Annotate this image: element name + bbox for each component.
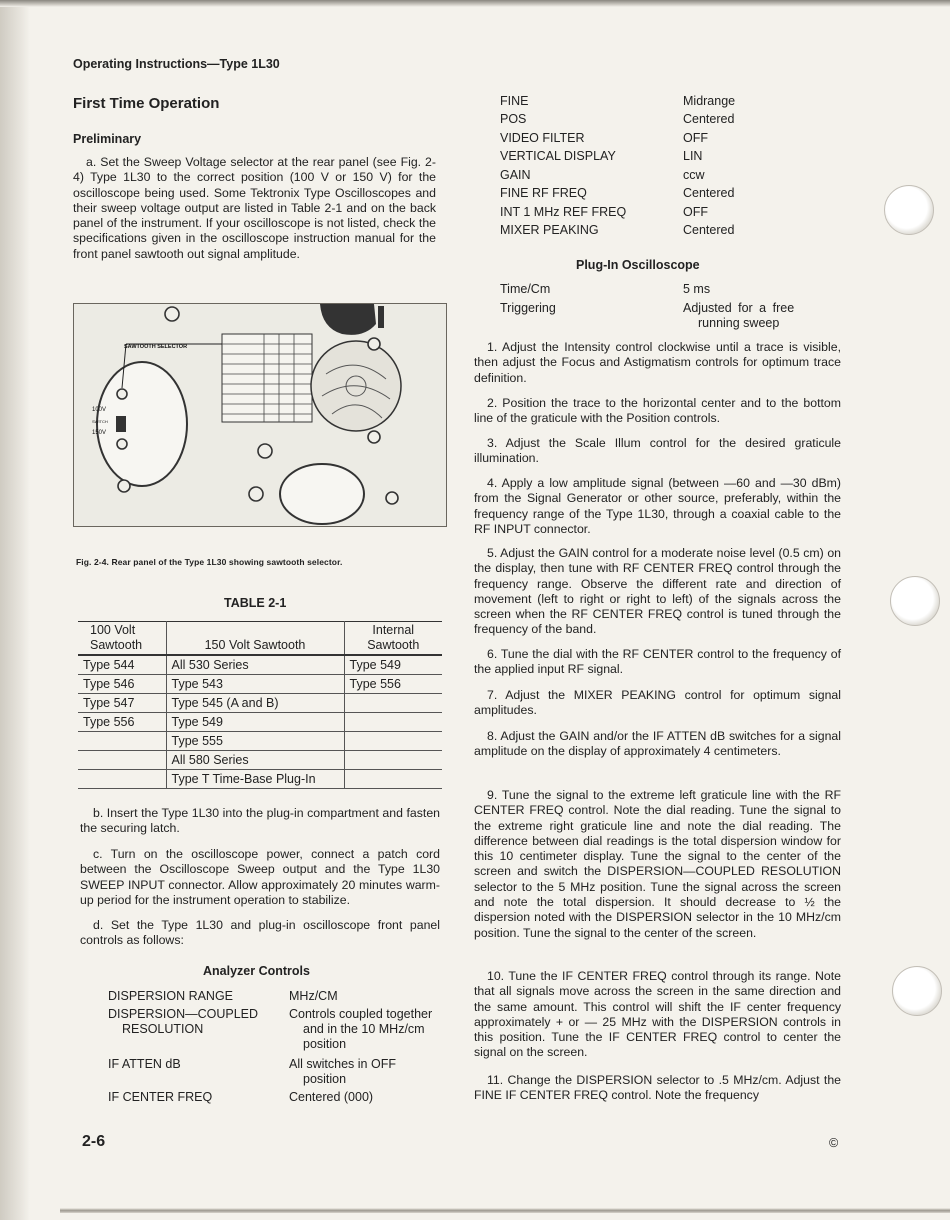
table-cell: Type 556 bbox=[78, 713, 166, 732]
table-row bbox=[78, 655, 442, 675]
step-11: 11. Change the DISPERSION selector to .5 MHz/cm. Adjust the FINE IF CENTER FREQ control. Note the frequency bbox=[474, 1073, 841, 1103]
step-10: 10. Tune the IF CENTER FREQ control through its range. Note that all signals move across the screen in the same direction and the same amount. This control will shift the IF center frequency approximately + or — 25 MHz with the DISPERSION controls in this position. Tune the IF CENTER FREQ control to center the signal on the screen. bbox=[474, 969, 841, 1060]
table-row bbox=[78, 751, 442, 770]
control-label: VERTICAL DISPLAY bbox=[500, 149, 616, 163]
table-cell bbox=[344, 694, 442, 713]
step-9: 9. Tune the signal to the extreme left graticule line with the RF CENTER FREQ control. Note the dial reading. Tune the signal to the extreme right graticule line and note the dial reading. The difference between dial readings is the total dispersion window for this 10 centimeter display. Tune the signal to the center of the screen and switch the DISPERSION—COUPLED RESOLUTION selector to the 5 MHz position. Tune the signal across the screen and note the total dispersion. It should decrease to ½ the dispersion noted with the DISPERSION selector in the 10 MHz/cm position. Tune the signal to the center of the screen. bbox=[474, 788, 841, 940]
figure-label-150v: 150V bbox=[92, 430, 107, 436]
control-label: IF ATTEN dB bbox=[108, 1057, 181, 1071]
control-label: INT 1 MHz REF FREQ bbox=[500, 205, 627, 219]
table-cell: Type 545 (A and B) bbox=[166, 694, 344, 713]
table-row bbox=[78, 713, 442, 732]
control-value: Centered (000) bbox=[289, 1090, 374, 1104]
figure-caption: Fig. 2-4. Rear panel of the Type 1L30 showing sawtooth selector. bbox=[76, 557, 343, 567]
step-6: 6. Tune the dial with the RF CENTER control to the frequency of the applied input RF signal. bbox=[474, 647, 841, 677]
control-label: MIXER PEAKING bbox=[500, 223, 599, 237]
step-4: 4. Apply a low amplitude signal (between —60 and —30 dBm) from the Signal Generator or other source, preferably, within the frequency range of the Type 1L30, through a coaxial cable to the RF INPUT connector. bbox=[474, 476, 841, 536]
table-cell bbox=[344, 713, 442, 732]
control-value: Midrange bbox=[683, 94, 736, 108]
step-2: 2. Position the trace to the horizontal center and to the bottom line of the graticule with the Position controls. bbox=[474, 396, 841, 426]
scan-edge-left bbox=[0, 0, 30, 1220]
step-5: 5. Adjust the GAIN control for a moderate noise level (0.5 cm) on the display, then tune with RF CENTER FREQ control through the frequency range. Observe the different rate and direction of movement (left to right or right to left) of the signals across the screen when the RF CENTER FREQ control is tuned through the frequency of the band. bbox=[474, 546, 841, 637]
table-cell: Type 556 bbox=[344, 675, 442, 694]
table-cell bbox=[78, 751, 166, 770]
control-value: OFF bbox=[683, 131, 708, 145]
copyright-mark: © bbox=[829, 1136, 839, 1150]
table-row bbox=[78, 675, 442, 694]
rear-panel-figure bbox=[73, 303, 447, 527]
control-label: DISPERSION RANGE bbox=[108, 989, 234, 1003]
control-value: ccw bbox=[683, 168, 705, 182]
table-row bbox=[78, 732, 442, 751]
scan-edge-bottom bbox=[60, 1208, 950, 1213]
control-value: Centered bbox=[683, 223, 735, 237]
control-value: Controls coupled together bbox=[289, 1007, 433, 1021]
control-value: 5 ms bbox=[683, 282, 711, 296]
control-label: Triggering bbox=[500, 301, 556, 315]
table-cell bbox=[78, 732, 166, 751]
paragraph-b: b. Insert the Type 1L30 into the plug-in compartment and fasten the securing latch. bbox=[80, 806, 440, 836]
page-number: 2-6 bbox=[82, 1133, 106, 1150]
table-cell bbox=[344, 770, 442, 789]
control-value: Adjusted for a free bbox=[683, 301, 795, 315]
table-cell: Type 544 bbox=[78, 655, 166, 675]
control-value: LIN bbox=[683, 149, 703, 163]
table-cell bbox=[344, 751, 442, 770]
paragraph-a: a. Set the Sweep Voltage selector at the rear panel (see Fig. 2-4) Type 1L30 to the correct position (100 V or 150 V) for the oscilloscope being used. Some Tektronix Type Oscilloscopes and their sweep voltage output are listed in Table 2-1 and on the back panel of the instrument. If your oscilloscope is not listed, check the specifications given in the oscilloscope instruction manual for the front panel sawtooth out signal amplitude. bbox=[73, 155, 436, 261]
step-8: 8. Adjust the GAIN and/or the IF ATTEN dB switches for a signal amplitude on the display of approximately 4 centimeters. bbox=[474, 729, 841, 759]
binder-hole-top bbox=[884, 185, 934, 235]
control-label: POS bbox=[500, 112, 527, 126]
table-header-row bbox=[78, 622, 442, 656]
sawtooth-table bbox=[78, 621, 442, 789]
table-cell: Type 547 bbox=[78, 694, 166, 713]
table-cell bbox=[344, 732, 442, 751]
table-cell: Type 546 bbox=[78, 675, 166, 694]
step-7: 7. Adjust the MIXER PEAKING control for optimum signal amplitudes. bbox=[474, 688, 841, 718]
rear-panel-illustration bbox=[74, 304, 446, 526]
table-cell: Type 549 bbox=[166, 713, 344, 732]
figure-label-selector: SAWTOOTH SELECTOR bbox=[124, 344, 188, 350]
binder-hole-middle bbox=[890, 576, 940, 626]
scan-edge-top bbox=[0, 0, 950, 7]
binder-hole-bottom bbox=[892, 966, 942, 1016]
table-cell: All 530 Series bbox=[166, 655, 344, 675]
table-header: Internal Sawtooth bbox=[344, 622, 442, 656]
table-cell: Type T Time-Base Plug-In bbox=[166, 770, 344, 789]
table-cell: Type 543 bbox=[166, 675, 344, 694]
control-value: OFF bbox=[683, 205, 708, 219]
paragraph-d: d. Set the Type 1L30 and plug-in oscilloscope front panel controls as follows: bbox=[80, 918, 440, 948]
step-3: 3. Adjust the Scale Illum control for the desired graticule illumination. bbox=[474, 436, 841, 466]
table-title: TABLE 2-1 bbox=[224, 596, 287, 610]
plugin-oscilloscope-heading: Plug-In Oscilloscope bbox=[576, 258, 700, 272]
control-label: Time/Cm bbox=[500, 282, 551, 296]
table-header: 150 Volt Sawtooth bbox=[166, 622, 344, 656]
table-row bbox=[78, 694, 442, 713]
control-label: DISPERSION—COUPLED bbox=[108, 1007, 259, 1021]
control-label: RESOLUTION bbox=[122, 1022, 204, 1036]
table-header: 100 Volt Sawtooth bbox=[78, 622, 166, 656]
control-value: Centered bbox=[683, 186, 735, 200]
control-label: FINE RF FREQ bbox=[500, 186, 587, 200]
table-row bbox=[78, 770, 442, 789]
control-label: GAIN bbox=[500, 168, 531, 182]
table-cell: Type 555 bbox=[166, 732, 344, 751]
step-1: 1. Adjust the Intensity control clockwise until a trace is visible, then adjust the Focus and Astigmatism controls for optimum trace definition. bbox=[474, 340, 841, 385]
control-value: position bbox=[303, 1037, 347, 1051]
control-label: VIDEO FILTER bbox=[500, 131, 585, 145]
control-value: position bbox=[303, 1072, 347, 1086]
control-value: All switches in OFF bbox=[289, 1057, 396, 1071]
analyzer-controls-heading: Analyzer Controls bbox=[203, 964, 310, 978]
running-head: Operating Instructions—Type 1L30 bbox=[73, 57, 280, 71]
control-label: IF CENTER FREQ bbox=[108, 1090, 213, 1104]
control-value: running sweep bbox=[698, 316, 780, 330]
figure-label-100v: 100V bbox=[92, 407, 107, 413]
figure-label-switch: SWITCH bbox=[92, 419, 108, 424]
table-cell: Type 549 bbox=[344, 655, 442, 675]
control-value: MHz/CM bbox=[289, 989, 338, 1003]
control-value: Centered bbox=[683, 112, 735, 126]
subsection-title: Preliminary bbox=[73, 132, 142, 146]
paragraph-c: c. Turn on the oscilloscope power, connect a patch cord between the Oscilloscope Sweep output and the Type 1L30 SWEEP INPUT connector. Allow approximately 20 minutes warm-up period for the instrument operation to stabilize. bbox=[80, 847, 440, 907]
control-label: FINE bbox=[500, 94, 529, 108]
table-cell: All 580 Series bbox=[166, 751, 344, 770]
control-value: and in the 10 MHz/cm bbox=[303, 1022, 425, 1036]
table-cell bbox=[78, 770, 166, 789]
section-title: First Time Operation bbox=[73, 95, 220, 112]
